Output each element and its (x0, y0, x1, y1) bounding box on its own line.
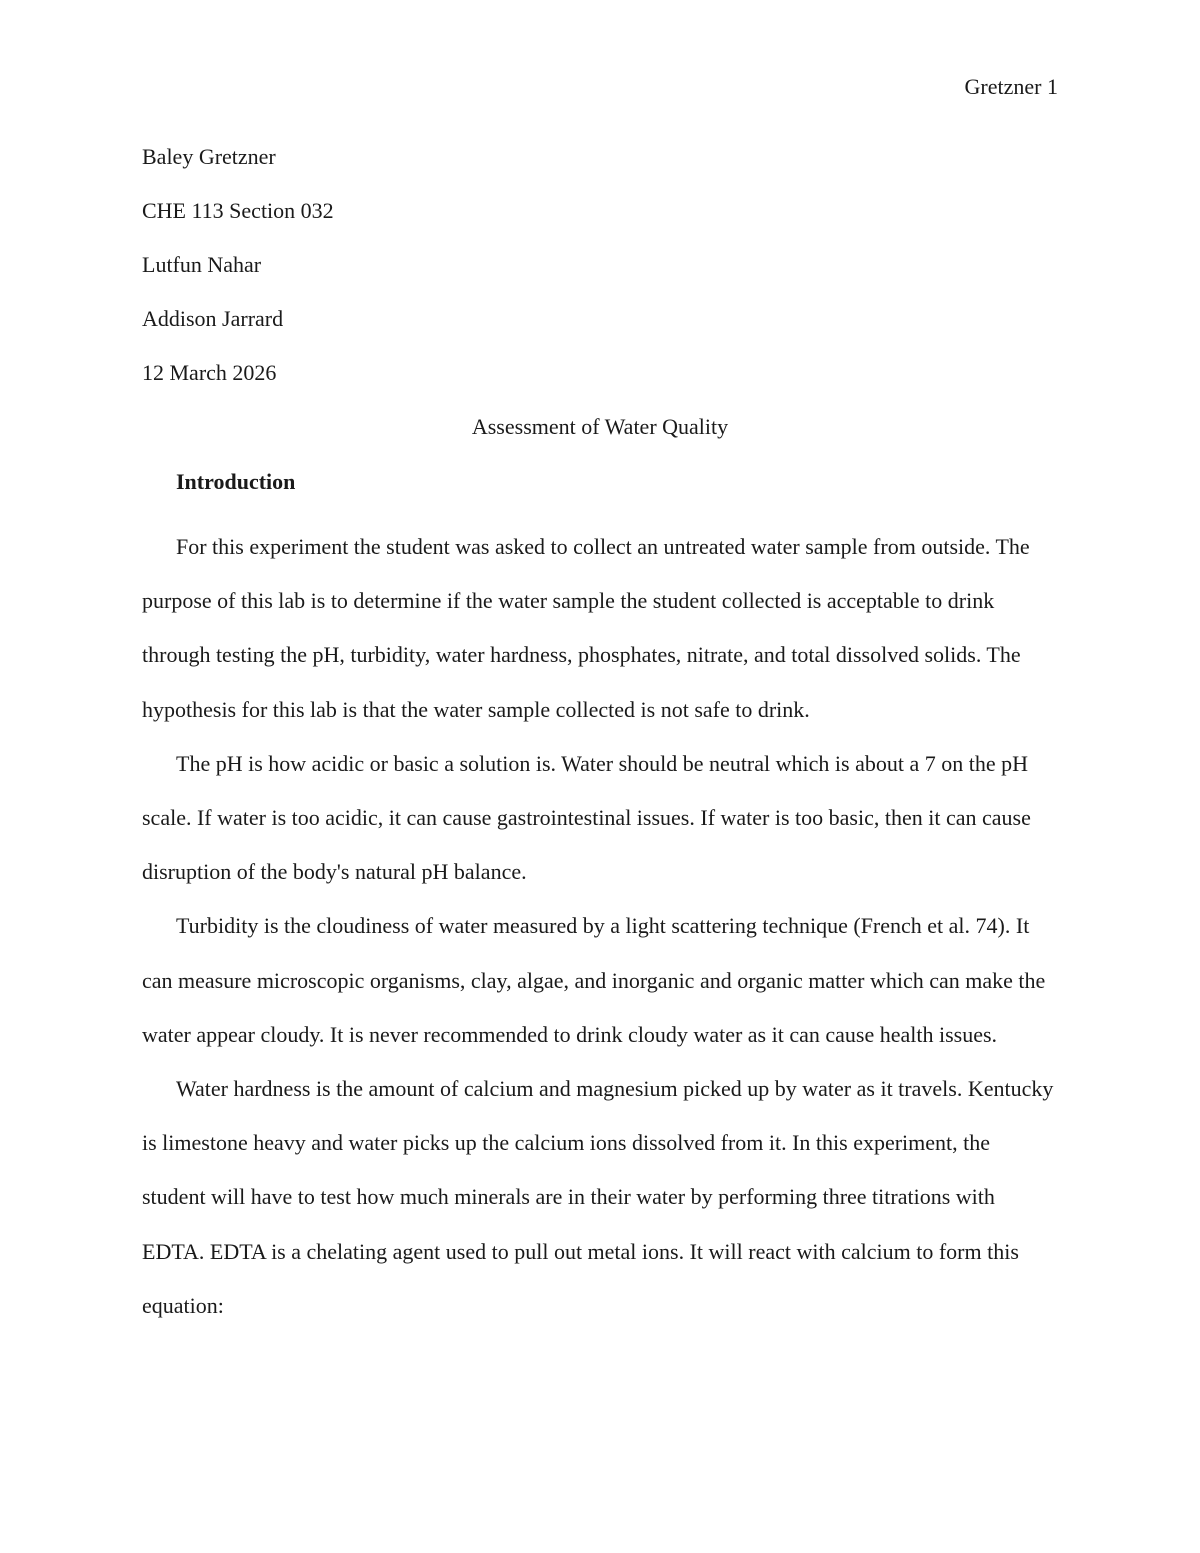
paragraph-turbidity: Turbidity is the cloudiness of water measured by a light scattering technique (French et al. 74). It can measure microscopic organisms, clay, algae, and inorganic and organic matter which can make the water appear cloudy. It is never recommended to drink cloudy water as it can cause health issues. (142, 913, 1046, 1047)
document-date: 12 March 2026 (142, 360, 277, 385)
instructor-name: Lutfun Nahar (142, 252, 262, 277)
student-name: Baley Gretzner (142, 144, 276, 169)
running-head-text: Gretzner 1 (964, 74, 1058, 99)
paragraph-purpose: For this experiment the student was asked to collect an untreated water sample from outside. The purpose of this lab is to determine if the water sample the student collected is acceptable to drink through testing the pH, turbidity, water hardness, phosphates, nitrate, and total dissolved solids. The hypothesis for this lab is that the water sample collected is not safe to drink. (142, 534, 1030, 722)
paragraph-water-hardness: Water hardness is the amount of calcium and magnesium picked up by water as it travels. Kentucky is limestone heavy and water picks up the calcium ions dissolved from it. In this experiment, the student will have to test how much minerals are in their water by performing three titrations with EDTA. EDTA is a chelating agent used to pull out metal ions. It will react with calcium to form this equation: (142, 1076, 1054, 1318)
instructor-name-secondary: Addison Jarrard (142, 306, 284, 331)
running-head (965, 72, 1058, 102)
paragraph-ph: The pH is how acidic or basic a solution is. Water should be neutral which is about a 7 on the pH scale. If water is too acidic, it can cause gastrointestinal issues. If water is too basic, then it can cause disruption of the body's natural pH balance. (142, 750, 1031, 885)
section-heading-introduction: Introduction (176, 469, 296, 494)
mla-heading (142, 142, 1058, 412)
course-name: CHE 113 Section 032 (142, 198, 334, 223)
body-text (142, 520, 1058, 1333)
document-title: Assessment of Water Quality (471, 414, 729, 439)
